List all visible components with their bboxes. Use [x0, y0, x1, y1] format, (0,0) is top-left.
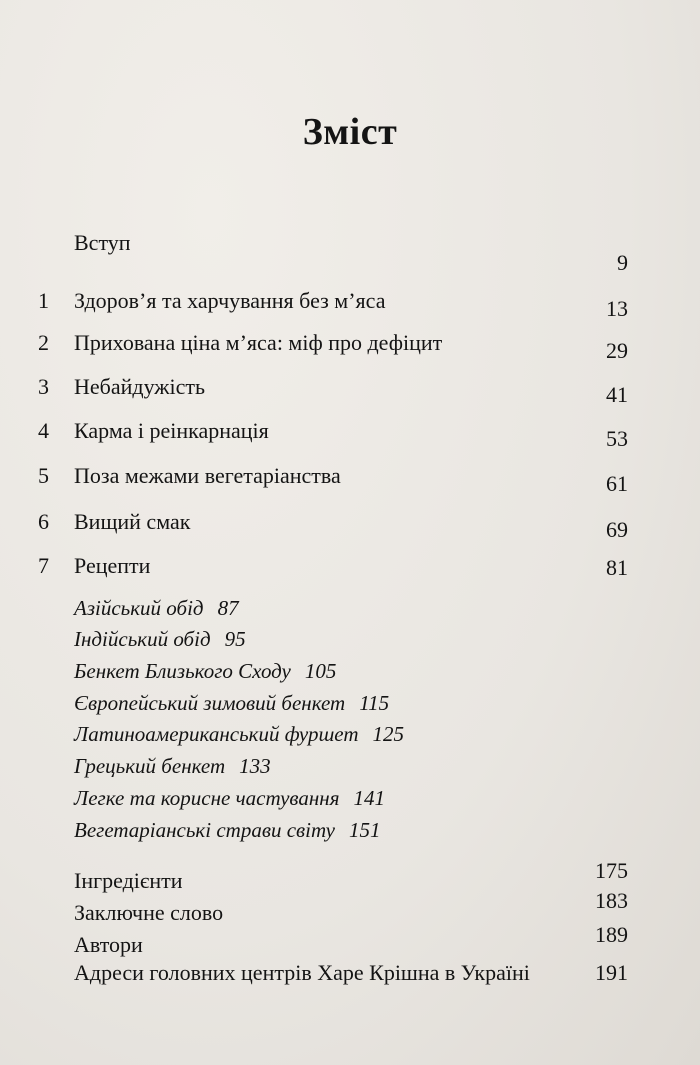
toc-chapter-number: 5 [38, 463, 49, 488]
toc-recipe-page: 95 [224, 627, 246, 651]
toc-recipe-entry [74, 754, 271, 779]
toc-recipe-label: Європейський зимовий бенкет [74, 691, 346, 715]
toc-recipe-entry [74, 818, 380, 843]
toc-backmatter-label: Інгредієнти [74, 868, 183, 893]
toc-chapter-number: 1 [38, 288, 49, 313]
toc-recipe-page: 115 [359, 691, 390, 715]
toc-recipe-label: Індійський обід [74, 627, 211, 651]
toc-chapter-page: 29 [606, 338, 628, 363]
toc-chapter-label: Поза межами вегетаріанства [74, 463, 341, 488]
toc-chapter-page: 41 [606, 382, 628, 407]
toc-recipe-label: Бенкет Близького Сходу [74, 659, 291, 683]
toc-recipe-page: 133 [239, 754, 271, 778]
toc-chapter-label: Карма і реінкарнація [74, 418, 269, 443]
toc-recipe-entry [74, 596, 239, 621]
toc-entry-page: 9 [617, 250, 628, 275]
toc-chapter-label: Небайдужість [74, 374, 206, 399]
toc-backmatter-label: Заключне слово [74, 900, 224, 925]
toc-recipe-entry [74, 659, 336, 684]
toc-chapter-page: 53 [606, 426, 628, 451]
toc-recipe-page: 87 [217, 596, 239, 620]
toc-chapter-page: 61 [606, 471, 628, 496]
toc-chapter-number: 7 [38, 553, 49, 578]
toc-chapter-label: Рецепти [74, 553, 151, 578]
toc-entry-label: Вступ [74, 230, 131, 255]
toc-chapter-label: Здоров’я та харчування без м’яса [74, 288, 386, 313]
toc-recipe-entry [74, 786, 385, 811]
toc-chapter-label: Прихована ціна м’яса: міф про дефіцит [74, 330, 443, 355]
toc-backmatter-page: 189 [595, 922, 628, 947]
toc-chapter-number: 4 [38, 418, 49, 443]
toc-backmatter-page: 183 [595, 888, 628, 913]
toc-recipe-entry [74, 691, 389, 716]
toc-recipe-page: 141 [353, 786, 385, 810]
toc-recipe-page: 151 [348, 818, 381, 842]
toc-recipe-label: Азійський обід [74, 596, 204, 620]
toc-recipe-label: Вегетаріанські страви світу [74, 818, 335, 842]
toc-chapter-number: 2 [38, 330, 49, 355]
toc-recipe-page: 125 [372, 722, 405, 746]
toc-recipe-label: Грецький бенкет [74, 754, 226, 778]
toc-chapter-number: 6 [38, 509, 49, 534]
toc-chapter-number: 3 [38, 374, 49, 399]
toc-recipe-page: 105 [304, 659, 337, 683]
toc-recipe-entry [74, 722, 404, 747]
toc-recipe-label: Латиноамериканський фуршет [74, 722, 359, 746]
toc-chapter-page: 13 [606, 296, 628, 321]
page-title: Зміст [302, 111, 398, 153]
toc-chapter-page: 69 [606, 517, 628, 542]
toc-chapter-label: Вищий смак [74, 509, 191, 534]
toc-backmatter-page: 175 [595, 858, 628, 883]
toc-backmatter-label: Адреси головних центрів Харе Крішна в Україні [74, 960, 530, 985]
toc-recipe-entry [74, 627, 246, 652]
toc-backmatter-page: 191 [595, 960, 628, 985]
toc-chapter-page: 81 [606, 555, 628, 580]
toc-backmatter-label: Автори [74, 932, 143, 957]
toc-recipe-label: Легке та корисне частування [74, 786, 340, 810]
